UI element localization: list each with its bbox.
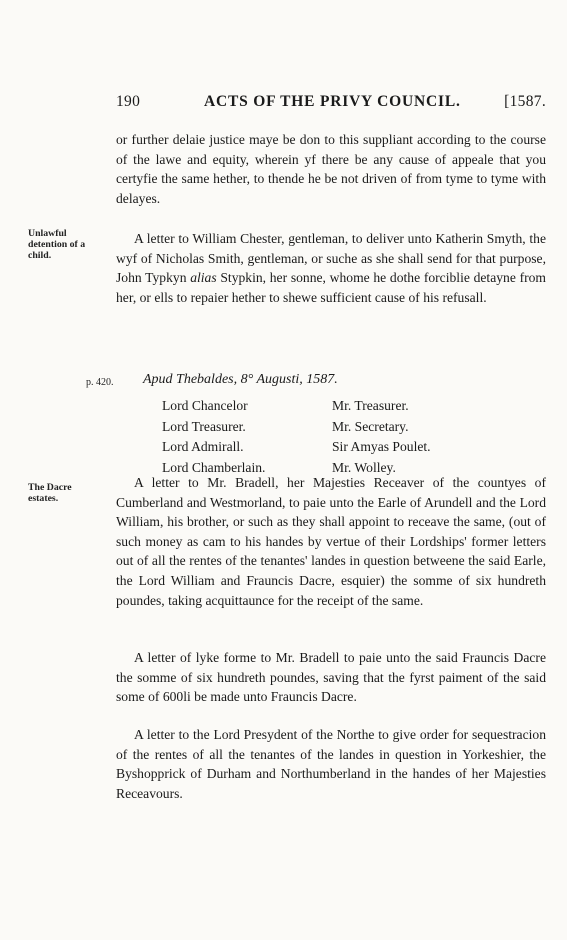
bradell-letter-paragraph: A letter to Mr. Bradell, her Majesties Receaver of the countyes of Cumberland and Westmorland, to paie unto the Earle of Arundell and the Lord William, his brother, or such as they shall appoint to receave the same, (out of such money as cam to his handes by vertue of their Lordships' former letters out of all the rentes of the tenantes' landes in question betweene the said Earle, the Lord William and Frauncis Dacre, esquier) the somme of six hundreth poundes, taking acquittaunce for the receipt of the same. bbox=[116, 475, 546, 608]
attendee-right: Mr. Secretary. bbox=[332, 418, 409, 434]
page-number: 190 bbox=[116, 93, 141, 110]
attendee-left: Lord Treasurer. bbox=[162, 418, 246, 434]
attendee-row bbox=[162, 396, 492, 417]
margin-note-unlawful-detention: Unlawful detention of a child. bbox=[28, 228, 86, 261]
chester-letter-end: Stypkin, her sonne, whome he dothe forciblie detayne from her, or ells to repaier hether to shewe sufficient cause of his refusall. bbox=[116, 270, 546, 305]
attendee-left: Lord Chancelor bbox=[162, 398, 248, 413]
chester-letter-start: A letter to William Chester, gentleman, to deliver unto Katherin Smyth, the wyf of Nicholas Smith, gentleman, or suche as she shall send for that purpose, John Typkyn bbox=[116, 231, 546, 286]
alias-word: alias bbox=[190, 270, 217, 286]
attendees-list bbox=[162, 396, 492, 478]
attendee-right: Sir Amyas Poulet. bbox=[332, 439, 431, 454]
attendee-left: Lord Chamberlain. bbox=[162, 459, 266, 475]
continuation-paragraph: or further delaie justice maye be don to this suppliant according to the course of the lawe and equity, wherein yf there be any cause of appeale that you certyfie the same hether, to thende he be not driven of from tyme to tyme with delayes. bbox=[116, 132, 546, 206]
attendee-right: Mr. Wolley. bbox=[332, 459, 396, 475]
bradell-second-letter-paragraph: A letter of lyke forme to Mr. Bradell to paie unto the said Frauncis Dacre the somme of six hundreth poundes, saving that the fyrst paiment of the said some of 600li be made unto Frauncis Dacre. bbox=[116, 650, 546, 705]
chester-letter-paragraph bbox=[116, 229, 546, 307]
attendee-row bbox=[162, 437, 492, 458]
margin-note-dacre-estates: The Dacre estates. bbox=[28, 482, 72, 504]
header-year: [1587. bbox=[504, 93, 546, 110]
attendee-right: Mr. Treasurer. bbox=[332, 398, 409, 413]
attendee-row bbox=[162, 417, 492, 438]
margin-page-reference: p. 420. bbox=[86, 377, 114, 388]
presydent-letter-paragraph: A letter to the Lord Presydent of the Northe to give order for sequestracion of the rentes of all the tenantes of the landes in question in Yorkeshier, the Byshopprick of Durham and Northumberland in the handes of her Majesties Receavours. bbox=[116, 727, 546, 801]
attendee-left: Lord Admirall. bbox=[162, 439, 244, 454]
running-title: ACTS OF THE PRIVY COUNCIL. bbox=[204, 93, 461, 110]
meeting-date-line: Apud Thebaldes, 8° Augusti, 1587. bbox=[143, 372, 338, 387]
